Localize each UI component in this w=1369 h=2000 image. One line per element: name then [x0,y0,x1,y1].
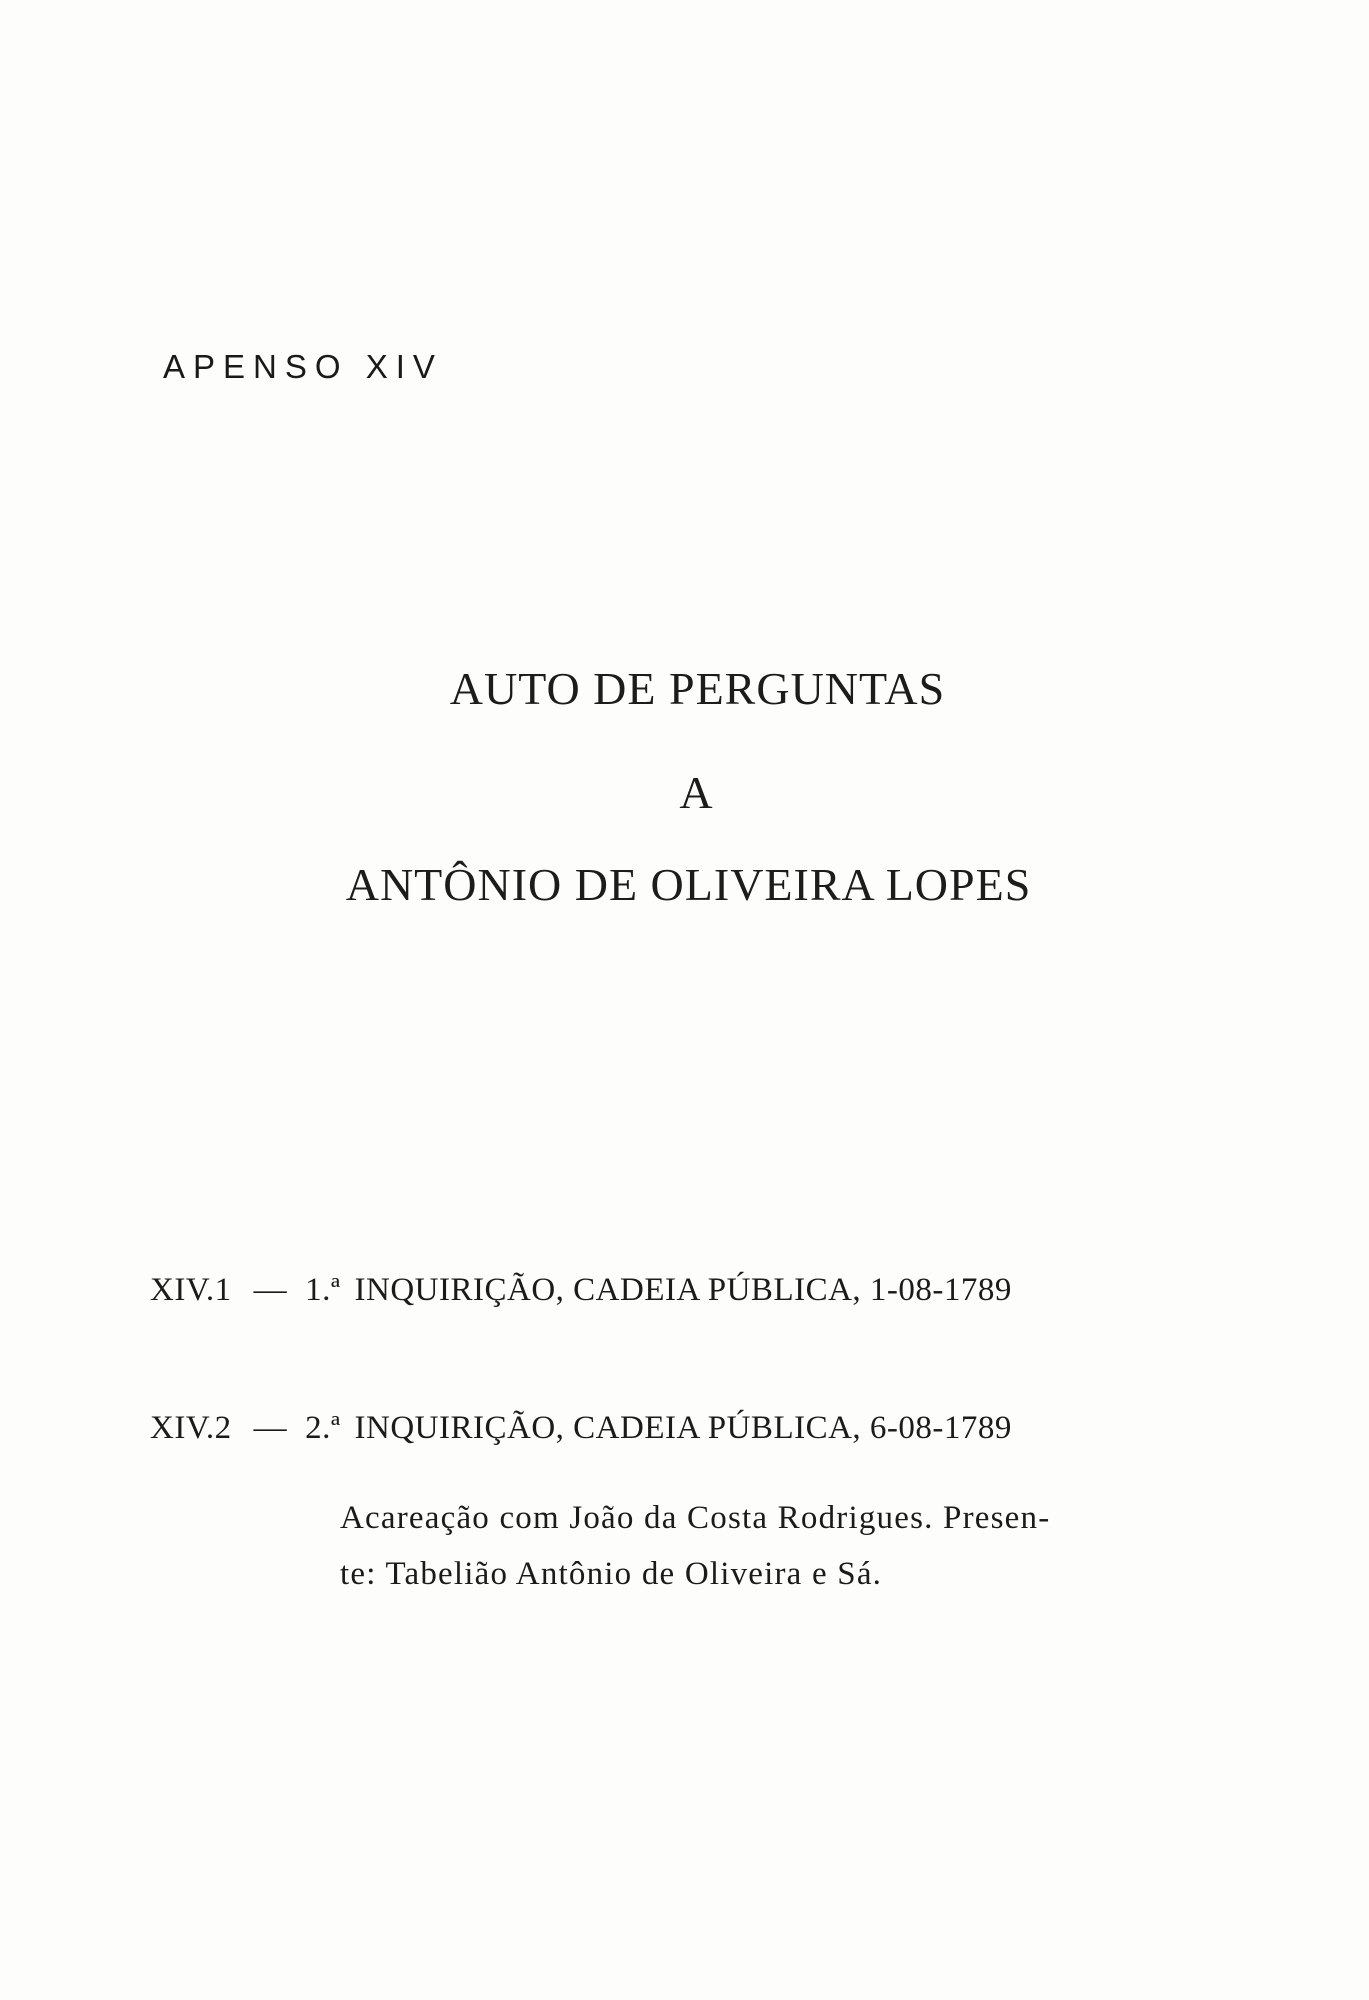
entry-dash: — [253,1272,288,1308]
entry-xiv-1 [150,1272,1012,1309]
entry-code: XIV.1 [150,1272,232,1308]
note-line-2: te: Tabelião Antônio de Oliveira e Sá. [340,1556,883,1592]
entry-code: XIV.2 [150,1410,232,1446]
entry-xiv-2-note [340,1490,1220,1602]
title-line-1: AUTO DE PERGUNTAS [449,663,946,714]
entry-heading: INQUIRIÇÃO, CADEIA PÚBLICA, 6-08-1789 [354,1410,1012,1446]
entry-heading: INQUIRIÇÃO, CADEIA PÚBLICA, 1-08-1789 [354,1272,1012,1308]
entry-ordinal: 2.ª [305,1410,341,1446]
entry-xiv-2 [150,1410,1012,1447]
appendix-label: APENSO XIV [163,348,443,385]
entry-ordinal: 1.ª [305,1272,341,1308]
title-line-2: A [679,767,714,818]
title-line-3: ANTÔNIO DE OLIVEIRA LOPES [345,859,1032,910]
note-line-1: Acareação com João da Costa Rodrigues. Presen- [340,1500,1051,1536]
entry-dash: — [253,1410,288,1446]
